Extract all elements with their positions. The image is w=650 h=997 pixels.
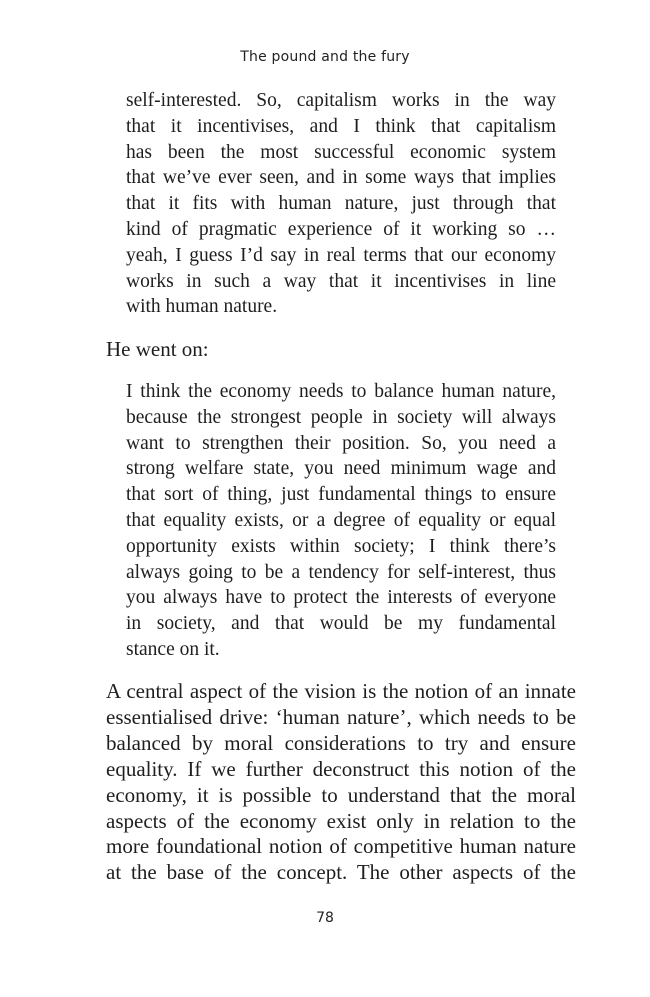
quote-line: because the strongest people in society will always [126, 406, 556, 428]
quote-line: always going to be a tendency for self-interest, thus [126, 561, 556, 583]
body-line: balanced by moral considerations to try and ensure [106, 730, 576, 755]
quote-line: want to strengthen their position. So, you need a [126, 432, 556, 454]
quote-line: I think the economy needs to balance human nature, [126, 381, 556, 402]
body-line: essentialised drive: ‘human nature’, which needs to be [106, 704, 576, 729]
quote-line: that sort of thing, just fundamental things to ensure [126, 484, 556, 506]
quote-line: that equality exists, or a degree of equality or equal [126, 509, 556, 531]
page-number: 78 [316, 910, 334, 926]
quote-line: strong welfare state, you need minimum wage and [126, 458, 556, 480]
quote-line: yeah, I guess I’d say in real terms that our economy [126, 244, 556, 266]
quote-line: that we’ve ever seen, and in some ways that implies [126, 167, 556, 189]
quote-line: works in such a way that it incentivises in line [126, 270, 556, 292]
quote-line: that it fits with human nature, just through that [126, 193, 556, 215]
quote-line: that it incentivises, and I think that capitalism [126, 115, 556, 137]
quote-line: with human nature. [126, 296, 278, 318]
quote-line: kind of pragmatic experience of it working so … [126, 218, 556, 240]
body-line: A central aspect of the vision is the notion of an innate [106, 679, 576, 703]
quote-line: you always have to protect the interests of everyone [126, 587, 556, 609]
quote-line: in society, and that would be my fundamental [126, 613, 556, 635]
block-quote-2 [126, 379, 556, 663]
quote-line: self-interested. So, capitalism works in the way [126, 90, 556, 111]
quote-line: has been the most successful economic system [126, 141, 556, 163]
narration-went-on: He went on: [106, 337, 209, 361]
body-line: aspects of the economy exist only in relation to the [106, 808, 576, 833]
block-quote-1 [126, 88, 556, 320]
quote-line: stance on it. [126, 638, 220, 660]
body-paragraph [106, 679, 576, 886]
running-head: The pound and the fury [240, 49, 410, 65]
quote-line: opportunity exists within society; I think there’s [126, 535, 556, 557]
body-line: economy, it is possible to understand that the moral [106, 782, 576, 807]
body-line: more foundational notion of competitive human nature [106, 834, 576, 859]
body-line: at the base of the concept. The other aspects of the [106, 860, 576, 885]
body-line: equality. If we further deconstruct this notion of the [106, 756, 576, 781]
